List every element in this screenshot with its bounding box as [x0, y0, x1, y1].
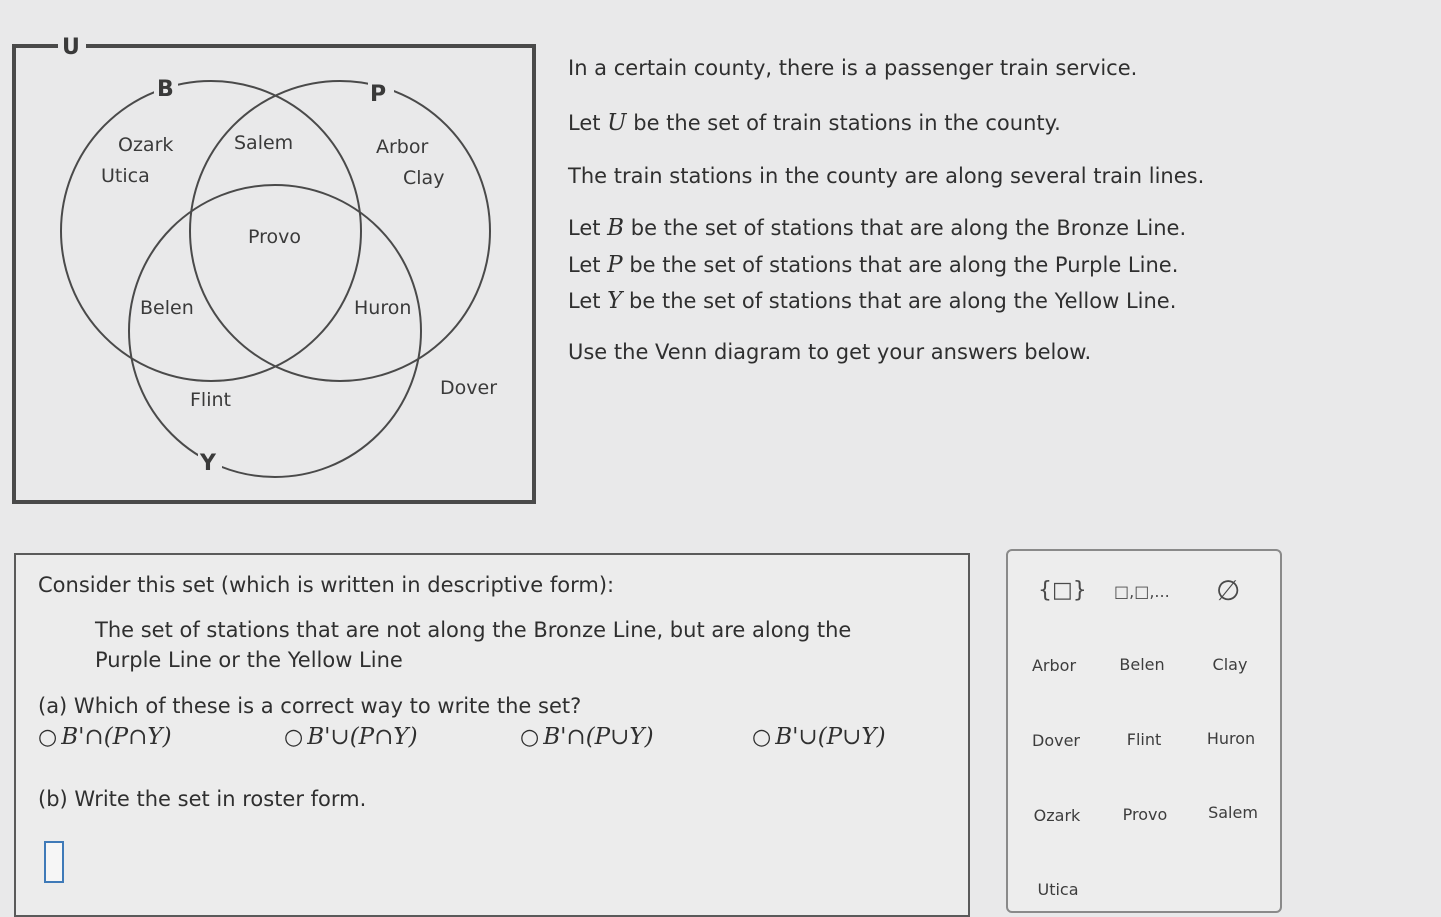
station-clay: Clay	[403, 167, 445, 189]
station-belen: Belen	[140, 297, 194, 319]
set-b-label: B	[157, 77, 174, 102]
palette-item-provo[interactable]: Provo	[1122, 805, 1168, 824]
station-huron: Huron	[354, 297, 412, 319]
station-dover: Dover	[440, 377, 497, 399]
intro-line-5: Let P be the set of stations that are along the Purple Line.	[568, 252, 1179, 278]
intro-line-3: The train stations in the county are along several train lines.	[568, 164, 1205, 188]
venn-diagram	[0, 0, 545, 515]
intro-line-6: Let Y be the set of stations that are along the Yellow Line.	[568, 288, 1177, 314]
radio-icon[interactable]: ○	[38, 725, 58, 750]
list-button[interactable]: □,□,...	[1114, 582, 1170, 601]
radio-icon[interactable]: ○	[520, 725, 540, 750]
option-2[interactable]: ○ B'∪(P∩Y)	[284, 724, 418, 750]
palette-item-dover[interactable]: Dover	[1032, 731, 1080, 750]
set-p-label: P	[370, 82, 387, 107]
palette-item-clay[interactable]: Clay	[1212, 655, 1248, 674]
palette-item-flint[interactable]: Flint	[1126, 730, 1162, 749]
station-flint: Flint	[190, 389, 231, 411]
option-4[interactable]: ○ B'∪(P∪Y)	[752, 724, 886, 750]
palette-item-salem[interactable]: Salem	[1208, 803, 1258, 822]
braces-button[interactable]: {□}	[1038, 578, 1087, 603]
station-utica: Utica	[101, 165, 150, 187]
intro-line-2: Let U be the set of train stations in the county.	[568, 110, 1061, 136]
intro-line-4: Let B be the set of stations that are along the Bronze Line.	[568, 215, 1187, 241]
palette-item-utica[interactable]: Utica	[1037, 880, 1079, 899]
set-y-label: Y	[200, 451, 216, 476]
part-b-prompt: (b) Write the set in roster form.	[38, 787, 367, 811]
station-provo: Provo	[248, 226, 302, 248]
consider-text: Consider this set (which is written in descriptive form):	[38, 573, 615, 597]
station-arbor: Arbor	[376, 136, 429, 158]
radio-icon[interactable]: ○	[284, 725, 304, 750]
universe-label: U	[62, 35, 80, 60]
station-ozark: Ozark	[118, 134, 174, 156]
set-p-circle	[190, 81, 490, 381]
universe-rectangle	[14, 46, 534, 502]
palette-item-belen[interactable]: Belen	[1119, 655, 1165, 674]
option-1[interactable]: ○ B'∩(P∩Y)	[38, 724, 172, 750]
description-line-2: Purple Line or the Yellow Line	[95, 648, 403, 672]
part-a-prompt: (a) Which of these is a correct way to write the set?	[38, 694, 582, 718]
intro-line-1: In a certain county, there is a passenger train service.	[568, 56, 1138, 80]
station-salem: Salem	[234, 132, 294, 154]
empty-set-button[interactable]: ∅	[1216, 574, 1241, 607]
radio-icon[interactable]: ○	[752, 725, 772, 750]
palette-item-ozark[interactable]: Ozark	[1033, 806, 1081, 825]
palette-item-huron[interactable]: Huron	[1206, 729, 1256, 748]
set-b-circle	[61, 81, 361, 381]
intro-line-7: Use the Venn diagram to get your answers below.	[568, 340, 1092, 364]
roster-answer-input[interactable]	[44, 841, 64, 883]
description-line-1: The set of stations that are not along the Bronze Line, but are along the	[95, 618, 852, 642]
palette-item-arbor[interactable]: Arbor	[1031, 656, 1077, 675]
option-3[interactable]: ○ B'∩(P∪Y)	[520, 724, 654, 750]
